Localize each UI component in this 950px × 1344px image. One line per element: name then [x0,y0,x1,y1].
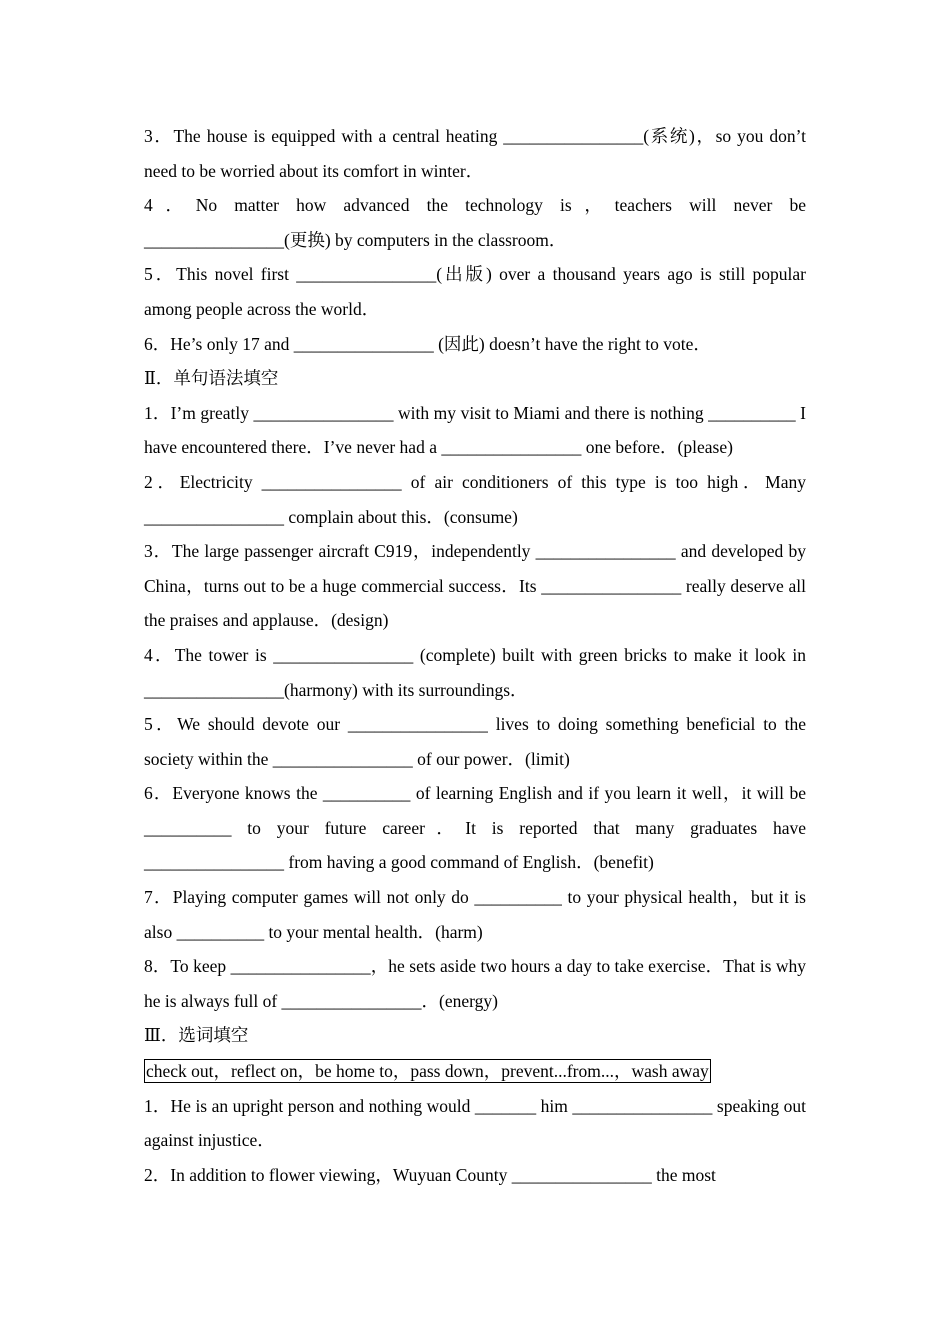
question-4: 4．No matter how advanced the technology is，teachers will never be ________________(更换) by computers in the classroom． [144,195,806,250]
grammar-item-5: 5．We should devote our ________________ lives to doing something beneficial to the society within the ________________ of our power．(limit) [144,714,806,769]
question-6: 6．He’s only 17 and ________________ (因此) doesn’t have the right to vote． [144,333,711,354]
grammar-item-7: 7．Playing computer games will not only do __________ to your physical health，but it is also __________ to your mental health．(harm) [144,887,806,942]
document-page [144,119,806,1192]
grammar-item-4: 4．The tower is ________________ (complete) built with green bricks to make it look in ________________(harmony) with its surroundings． [144,644,806,700]
grammar-item-2: 2．Electricity ________________ of air conditioners of this type is too high．Many ________________ complain about this．(consume) [144,471,806,527]
grammar-item-8: 8．To keep ________________，he sets aside two hours a day to take exercise．That is why he is always full of ________________．(energy) [144,956,806,1011]
section-2-heading: Ⅱ．单句语法填空 [144,368,279,389]
word-box: check out，reflect on，be home to，pass down，prevent...from...，wash away [146,1061,709,1082]
grammar-item-6: 6．Everyone knows the __________ of learning English and if you learn it well，it will be __________ to your future career．It is reported that many graduates have ________________ from having a good command of English．(benefit) [144,783,806,873]
word-box-row [144,1053,806,1089]
section-3-heading: Ⅲ．选词填空 [144,1025,249,1046]
grammar-item-3: 3．The large passenger aircraft C919，independently ________________ and developed by China，turns out to be a huge commercial success．Its ________________ really deserve all the praises and applause．(design) [144,541,806,631]
question-3: 3．The house is equipped with a central heating ________________(系统)，so you don’t need to be worried about its comfort in winter． [144,126,806,181]
choice-item-1: 1．He is an upright person and nothing would _______ him ________________ speaking out against injustice． [144,1095,806,1151]
question-5: 5．This novel first ________________(出版) over a thousand years ago is still popular among people across the world． [144,264,806,319]
grammar-item-1: 1．I’m greatly ________________ with my visit to Miami and there is nothing __________ I have encountered there．I’ve never had a ________________ one before．(please) [144,402,806,458]
choice-item-2: 2．In addition to flower viewing，Wuyuan County ________________ the most [144,1164,716,1185]
